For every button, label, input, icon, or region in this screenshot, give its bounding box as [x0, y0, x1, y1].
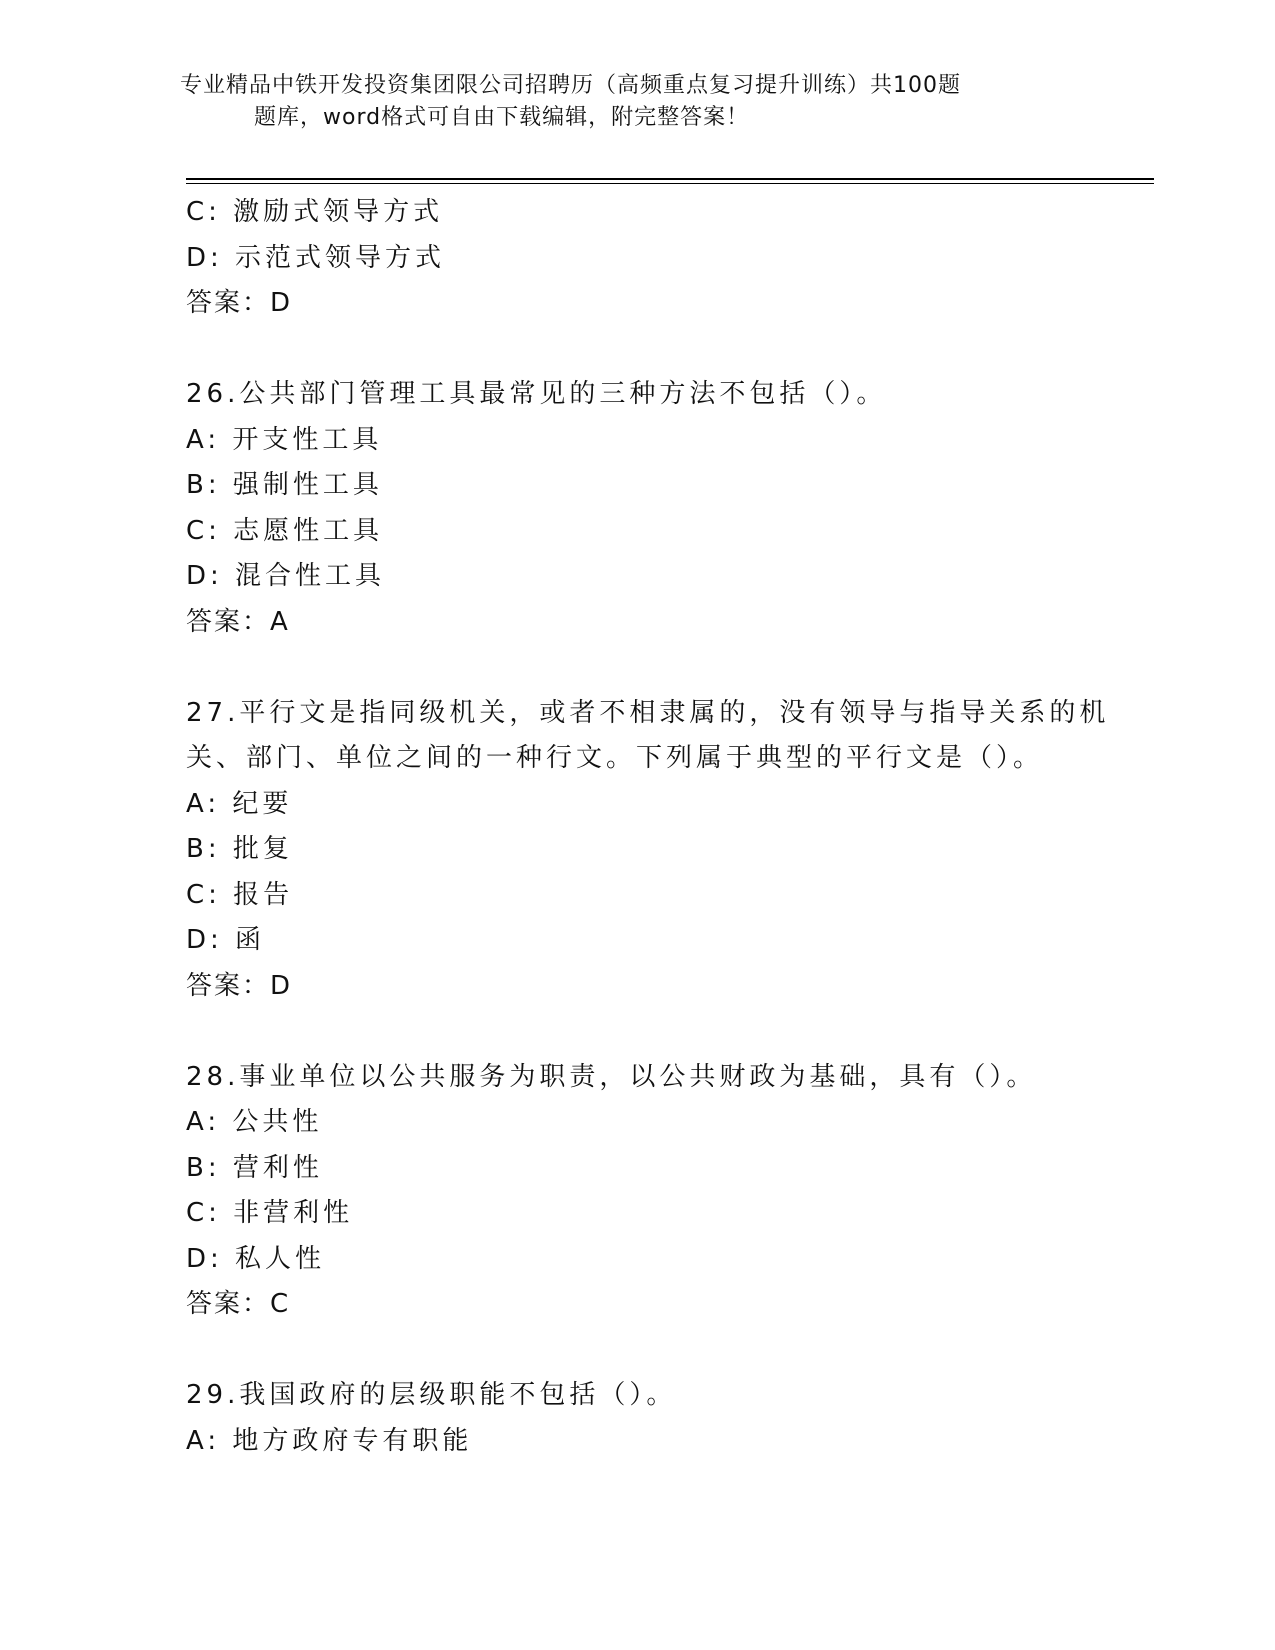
answer-line: 答案：D — [186, 288, 293, 318]
option-line: C: 报告 — [186, 879, 294, 910]
option-line: A: 公共性 — [186, 1107, 323, 1137]
option-line: A: 地方政府专有职能 — [186, 1425, 473, 1456]
option-line: B: 营利性 — [186, 1152, 323, 1183]
answer-line: 答案：A — [186, 606, 290, 637]
document-header — [180, 70, 1040, 134]
option-line: B: 批复 — [186, 834, 293, 864]
spacer — [186, 1328, 1086, 1374]
header-title-line2: 题库，word格式可自由下载编辑，附完整答案！ — [254, 105, 750, 130]
header-title-line1: 专业精品中铁开发投资集团限公司招聘历（高频重点复习提升训练）共100题 — [180, 73, 961, 98]
question-text: 27.平行文是指同级机关，或者不相隶属的，没有领导与指导关系的机 — [186, 697, 1110, 728]
option-line: C: 志愿性工具 — [186, 515, 384, 546]
option-line: D: 混合性工具 — [186, 561, 386, 591]
question-text: 28.事业单位以公共服务为职责，以公共财政为基础，具有（）。 — [186, 1061, 1037, 1092]
spacer — [186, 327, 1086, 373]
question-text: 26.公共部门管理工具最常见的三种方法不包括（）。 — [186, 379, 887, 409]
option-line: B: 强制性工具 — [186, 470, 383, 500]
option-line: A: 开支性工具 — [186, 424, 383, 455]
option-line: A: 纪要 — [186, 788, 293, 819]
answer-line: 答案：D — [186, 970, 293, 1001]
option-line: D: 函 — [186, 925, 266, 955]
header-rule-thin — [186, 183, 1154, 184]
option-line: C: 激励式领导方式 — [186, 197, 444, 227]
option-line: D: 示范式领导方式 — [186, 242, 446, 273]
question-content — [186, 190, 1110, 1464]
question-text: 关、部门、单位之间的一种行文。下列属于典型的平行文是（）。 — [186, 743, 1044, 773]
answer-line: 答案：C — [186, 1289, 291, 1319]
spacer — [186, 1009, 1086, 1055]
option-line: D: 私人性 — [186, 1243, 326, 1274]
option-line: C: 非营利性 — [186, 1198, 354, 1228]
question-text: 29.我国政府的层级职能不包括（）。 — [186, 1380, 677, 1410]
spacer — [186, 645, 1086, 691]
header-rule-thick — [186, 178, 1154, 180]
